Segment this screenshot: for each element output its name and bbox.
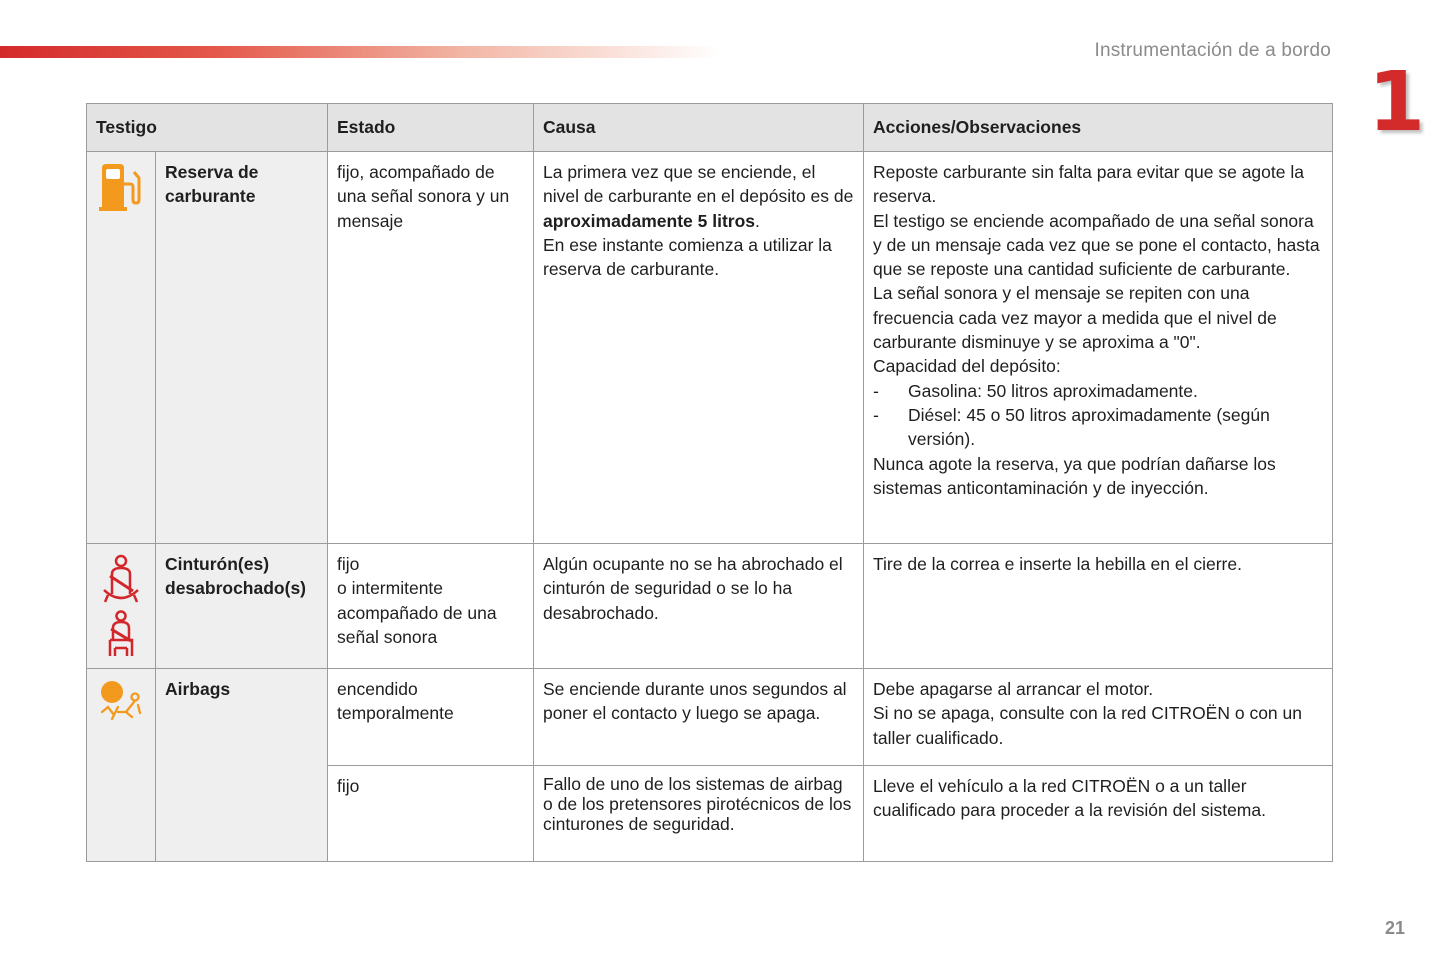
seatbelt-rear-icon [91,610,151,658]
airbag-1-estado: encendido temporalmente [328,669,534,766]
fuel-acc-6: Diésel: 45 o 50 litros aproximadamente (según versión). [908,404,1270,450]
header-acciones: Acciones/Observaciones [864,104,1333,152]
header-red-bar [0,46,720,58]
fuel-acc-5: Gasolina: 50 litros aproximadamente. [908,380,1198,401]
page-number: 21 [1384,918,1405,938]
header-testigo: Testigo [87,104,328,152]
airbag-1-causa: Se enciende durante unos segundos al poner el contacto y luego se apaga. [534,669,864,766]
fuel-name-line2: carburante [165,186,256,207]
fuel-name-cell [156,152,328,544]
table-header-row [87,104,1333,152]
fuel-causa-text1: La primera vez que se enciende, el nivel de carburante en el depósito es de [543,162,854,207]
fuel-icon-cell [87,152,156,544]
belt-estado-1: fijo [337,554,360,574]
airbag-1-acciones [864,669,1333,766]
belt-estado [328,544,534,669]
section-title: Instrumentación de a bordo [1094,40,1331,61]
header-causa: Causa [534,104,864,152]
bullet-dash: - [873,404,879,425]
fuel-causa-text2: . [755,210,760,231]
fuel-acc-bullet-1 [873,379,1323,403]
airbag-2-causa: Fallo de uno de los sistemas de airbag o de los pretensores pirotécnicos de los cinturones de seguridad. [534,766,864,862]
fuel-estado: fijo, acompañado de una señal sonora y un mensaje [328,152,534,544]
fuel-acc-3: La señal sonora y el mensaje se repiten con una frecuencia cada vez mayor a medida que el nivel de carburante disminuye y se aproxima a "0". [873,283,1277,353]
fuel-pump-icon [91,162,151,212]
airbag-icon-cell [87,669,156,862]
airbag-name: Airbags [156,669,328,862]
airbag-2-estado: fijo [328,766,534,862]
belt-estado-2: o intermitente acompañado de una señal sonora [337,578,497,647]
fuel-acc-7: Nunca agote la reserva, ya que podrían dañarse los sistemas anticontaminación y de inyección. [873,453,1276,498]
chapter-number: 1 [1368,55,1426,150]
fuel-acc-1: Reposte carburante sin falta para evitar que se agote la reserva. [873,162,1304,207]
belt-icon-cell [87,544,156,669]
seatbelt-front-icon [91,554,151,604]
fuel-causa [534,152,864,544]
fuel-causa-text3: En ese instante comienza a utilizar la reserva de carburante. [543,234,832,280]
airbag-2-acciones: Lleve el vehículo a la red CITROËN o a un taller cualificado para proceder a la revisión del sistema. [864,766,1333,862]
table-row-airbag-1 [87,669,1333,766]
belt-name-line2: desabrochado(s) [165,578,306,599]
fuel-causa-bold: aproximadamente 5 litros [543,210,756,231]
warning-lights-table [86,103,1333,862]
fuel-acc-bullet-2 [873,403,1323,452]
table-row-belt [87,544,1333,669]
belt-causa: Algún ocupante no se ha abrochado el cinturón de seguridad o se lo ha desabrochado. [534,544,864,669]
fuel-name-line1: Reserva de [165,162,259,182]
table-row-fuel [87,152,1333,544]
belt-name-line1: Cinturón(es) [165,554,270,574]
belt-acciones: Tire de la correa e inserte la hebilla en el cierre. [864,544,1333,669]
belt-name-cell [156,544,328,669]
fuel-acc-4: Capacidad del depósito: [873,356,1061,377]
airbag-1-acc-2: Si no se apaga, consulte con la red CITROËN o con un taller cualificado. [873,703,1302,748]
bullet-dash: - [873,380,879,401]
fuel-acciones [864,152,1333,544]
header-estado: Estado [328,104,534,152]
airbag-icon [91,679,151,723]
fuel-acc-2: El testigo se enciende acompañado de una señal sonora y de un mensaje cada vez que se pone el contacto, hasta que se reposte una cantidad suficiente de carburante. [873,210,1320,280]
airbag-1-acc-1: Debe apagarse al arrancar el motor. [873,679,1154,699]
